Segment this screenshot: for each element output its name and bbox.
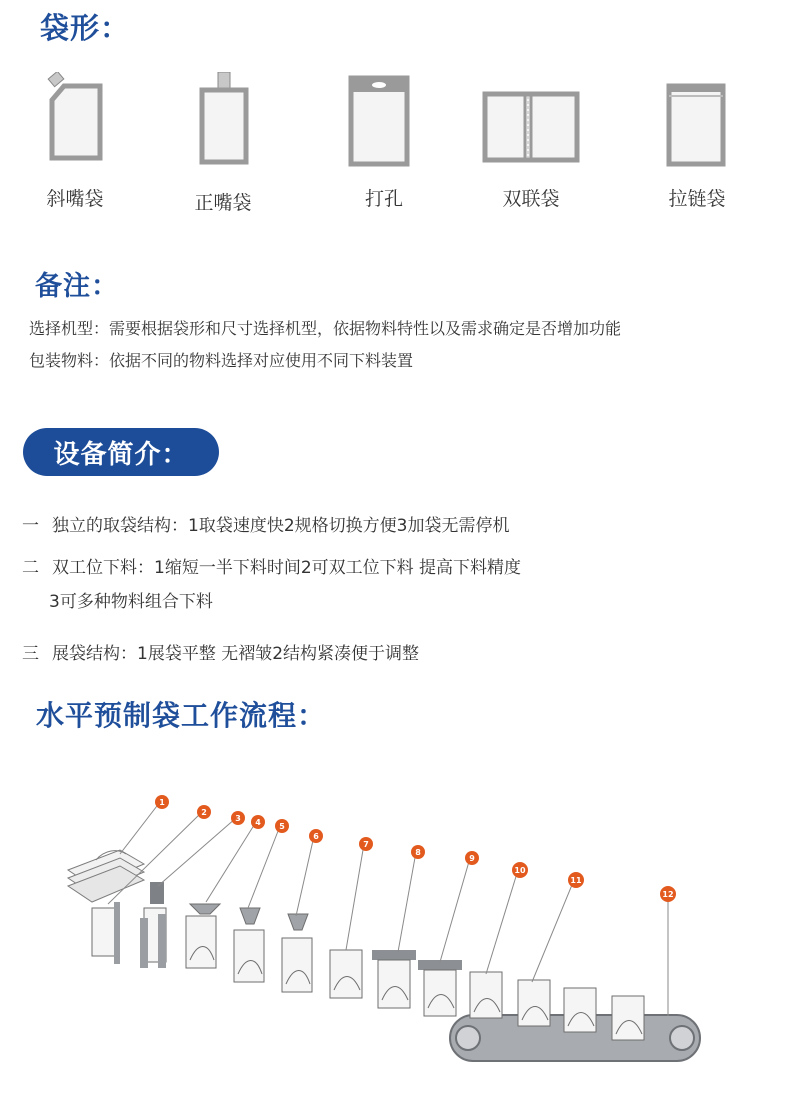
feature-number: 二: [22, 558, 39, 578]
step-badge-2: [197, 805, 211, 819]
step-badge-6: [309, 829, 323, 843]
zipper-bag-icon: [664, 72, 728, 168]
note-line-material: 包装物料：依据不同的物料选择对应使用不同下料装置: [29, 351, 414, 370]
process-title: 水平预制袋工作流程：: [36, 699, 327, 732]
bag-label-center-spout: 正嘴袋: [194, 192, 252, 214]
step-badge-11: [568, 872, 584, 888]
svg-text:10: 10: [514, 866, 526, 875]
svg-text:6: 6: [313, 832, 319, 841]
process-diagram: [60, 790, 720, 1090]
feature-text: 独立的取袋结构：1取袋速度快2规格切换方便3加袋无需停机: [52, 516, 510, 536]
feature-text: 双工位下料：1缩短一半下料时间2可双工位下料 提高下料精度: [52, 558, 522, 578]
feature-item-1: [22, 511, 509, 536]
bag-station-3: [140, 882, 166, 968]
bag-station-7: [330, 950, 362, 998]
intro-title-pill: 设备简介：: [23, 428, 219, 476]
step-badge-4: [251, 815, 265, 829]
svg-text:12: 12: [662, 890, 674, 899]
feature-item-2: [22, 553, 521, 578]
punched-hole-bag-icon: [346, 72, 412, 168]
feature-item-3: [22, 639, 419, 664]
step-badge-10: [512, 862, 528, 878]
double-bag-icon: [480, 72, 582, 168]
center-spout-bag-icon: [194, 72, 254, 168]
svg-text:7: 7: [363, 840, 369, 849]
feature-number: 三: [22, 644, 39, 664]
bag-stack: [68, 850, 144, 902]
step-badge-12: [660, 886, 676, 902]
feature-text: 展袋结构：1展袋平整 无褶皱2结构紧凑便于调整: [52, 644, 420, 664]
feature-number: 一: [22, 516, 39, 536]
bag-station-8: [372, 950, 416, 1008]
oblique-spout-bag-icon: [44, 72, 110, 168]
svg-text:2: 2: [201, 808, 207, 817]
step-badge-8: [411, 845, 425, 859]
svg-text:4: 4: [255, 818, 261, 827]
step-badge-3: [231, 811, 245, 825]
step-badge-7: [359, 837, 373, 851]
bag-label-punched-hole: 打孔: [364, 188, 403, 210]
bag-station-5: [234, 908, 264, 982]
bag-station-6: [282, 914, 312, 992]
svg-text:5: 5: [279, 822, 285, 831]
note-line-machine: 选择机型：需要根据袋形和尺寸选择机型，依据物料特性以及需求确定是否增加功能: [29, 319, 622, 338]
step-badge-1: [155, 795, 169, 809]
feature-text-continued: 3可多种物料组合下料: [49, 592, 213, 612]
svg-text:8: 8: [415, 848, 421, 857]
svg-text:9: 9: [469, 854, 475, 863]
notes-title: 备注：: [35, 271, 119, 302]
bag-label-zipper: 拉链袋: [668, 188, 726, 210]
bag-station-9: [418, 960, 462, 1016]
bag-shape-title: 袋形：: [40, 11, 131, 45]
bag-station-2: [92, 902, 120, 964]
bag-station-4: [186, 904, 220, 968]
bag-label-oblique-spout: 斜嘴袋: [46, 188, 104, 210]
step-badge-5: [275, 819, 289, 833]
svg-text:1: 1: [159, 798, 165, 807]
step-badge-9: [465, 851, 479, 865]
svg-text:3: 3: [235, 814, 241, 823]
svg-text:11: 11: [570, 876, 582, 885]
bag-label-double: 双联袋: [502, 188, 560, 210]
